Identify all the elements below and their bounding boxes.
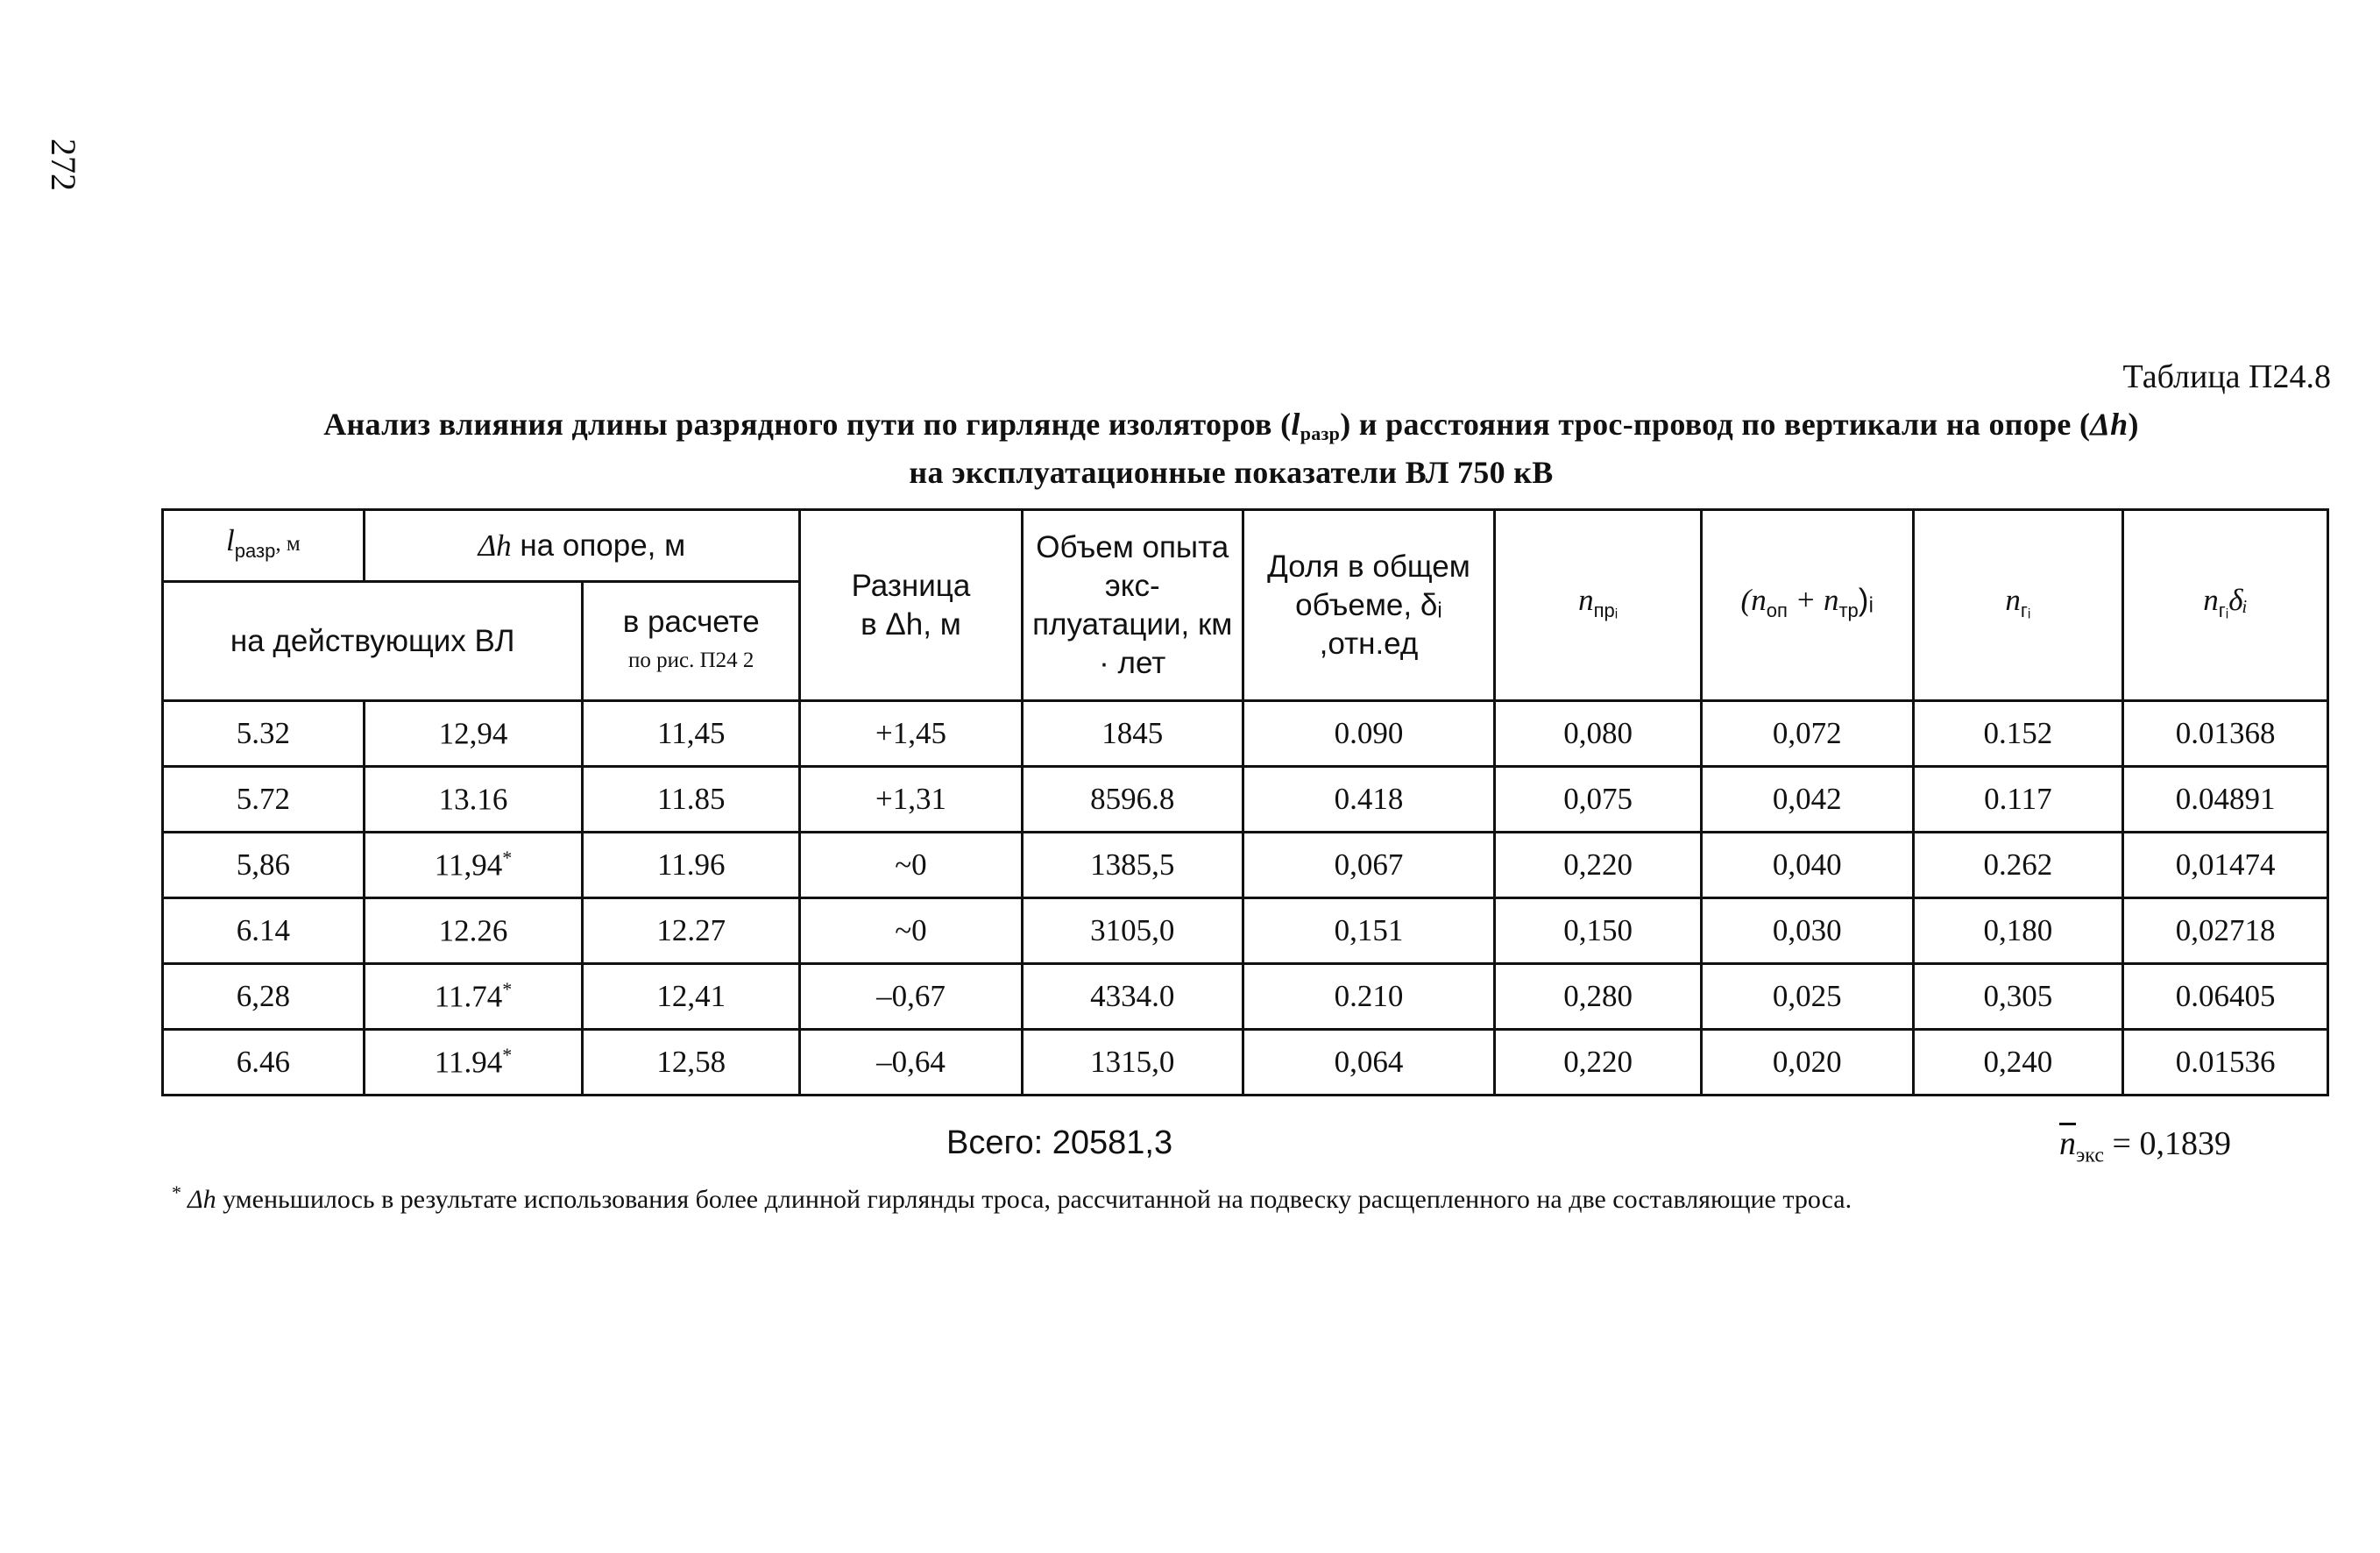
table-row xyxy=(163,701,2328,767)
footnote: * Δh уменьшилось в результате использования более длинной гирлянды троса, рассчитанной на подвеску расщепленного на две составляющие троса. xyxy=(172,1181,1852,1214)
cell-volume: 1385,5 xyxy=(1022,833,1243,898)
cell-n-op-tr: 0,040 xyxy=(1701,833,1913,898)
cell-share: 0.210 xyxy=(1243,964,1495,1030)
cell-n-g-delta: 0.06405 xyxy=(2123,964,2328,1030)
cell-n-g: 0.152 xyxy=(1913,701,2123,767)
cell-n-g: 0,305 xyxy=(1913,964,2123,1030)
cell-l: 6.14 xyxy=(163,898,365,964)
cell-diff: +1,45 xyxy=(800,701,1023,767)
cell-n-op-tr: 0,020 xyxy=(1701,1030,1913,1096)
table-row xyxy=(163,898,2328,964)
cell-share: 0.418 xyxy=(1243,767,1495,833)
cell-n-g: 0,180 xyxy=(1913,898,2123,964)
cell-n-g-delta: 0,01474 xyxy=(2123,833,2328,898)
cell-volume: 3105,0 xyxy=(1022,898,1243,964)
cell-n-op-tr: 0,025 xyxy=(1701,964,1913,1030)
cell-l: 5,86 xyxy=(163,833,365,898)
cell-n-g: 0,240 xyxy=(1913,1030,2123,1096)
cell-n-op-tr: 0,030 xyxy=(1701,898,1913,964)
cell-dh-calc: 12,58 xyxy=(583,1030,800,1096)
cell-diff: –0,67 xyxy=(800,964,1023,1030)
cell-diff: –0,64 xyxy=(800,1030,1023,1096)
cell-n-g: 0.117 xyxy=(1913,767,2123,833)
cell-diff: ~0 xyxy=(800,833,1023,898)
cell-volume: 1845 xyxy=(1022,701,1243,767)
header-difference: Разница в Δh, м xyxy=(800,510,1023,701)
cell-n-pr: 0,075 xyxy=(1495,767,1702,833)
table-title xyxy=(158,405,2305,492)
cell-l: 5.32 xyxy=(163,701,365,767)
n-exp-value: $\overline{n}_{экс} = 0,1839$ xyxy=(2059,1125,2231,1167)
cell-n-op-tr: 0,072 xyxy=(1701,701,1913,767)
cell-volume: 4334.0 xyxy=(1022,964,1243,1030)
cell-dh-existing: 12.26 xyxy=(364,898,583,964)
page-number: 272 xyxy=(44,138,83,191)
cell-dh-calc: 11.85 xyxy=(583,767,800,833)
table-row xyxy=(163,833,2328,898)
header-dh-on-tower: Δh на опоре, м xyxy=(364,510,799,582)
header-volume: Объем опыта экс-плуатации, км · лет xyxy=(1022,510,1243,701)
cell-share: 0.090 xyxy=(1243,701,1495,767)
header-n-pr: $n_{прᵢ}$ xyxy=(1495,510,1702,701)
cell-volume: 8596.8 xyxy=(1022,767,1243,833)
header-n-op-tr: ($n_{оп}$ + $n_{тр})ᵢ$ xyxy=(1701,510,1913,701)
header-in-calculation: в расчете по рис. П24 2 xyxy=(583,582,800,701)
cell-l: 6,28 xyxy=(163,964,365,1030)
cell-n-op-tr: 0,042 xyxy=(1701,767,1913,833)
table-row xyxy=(163,1030,2328,1096)
cell-n-g-delta: 0.01536 xyxy=(2123,1030,2328,1096)
title-line-1: Анализ влияния длины разрядного пути по гирлянде изоляторов $(l_{разр})$ и расстояния трос-провод по вертикали на опоре (Δh) xyxy=(323,407,2139,444)
cell-n-pr: 0,280 xyxy=(1495,964,1702,1030)
cell-volume: 1315,0 xyxy=(1022,1030,1243,1096)
cell-dh-existing: 12,94 xyxy=(364,701,583,767)
table-row xyxy=(163,964,2328,1030)
cell-dh-calc: 11,45 xyxy=(583,701,800,767)
cell-share: 0,151 xyxy=(1243,898,1495,964)
cell-dh-existing: 13.16 xyxy=(364,767,583,833)
header-n-g-delta: $n_{гᵢ}\delta ᵢ$ xyxy=(2123,510,2328,701)
table-row xyxy=(163,767,2328,833)
cell-share: 0,064 xyxy=(1243,1030,1495,1096)
cell-n-pr: 0,150 xyxy=(1495,898,1702,964)
cell-dh-existing: 11,94* xyxy=(364,833,583,898)
cell-n-g-delta: 0,02718 xyxy=(2123,898,2328,964)
cell-n-g-delta: 0.04891 xyxy=(2123,767,2328,833)
header-share: Доля в общем объеме, δᵢ ,отн.ед xyxy=(1243,510,1495,701)
cell-share: 0,067 xyxy=(1243,833,1495,898)
cell-n-g: 0.262 xyxy=(1913,833,2123,898)
total-volume: Всего: 20581,3 xyxy=(946,1124,1173,1161)
cell-l: 5.72 xyxy=(163,767,365,833)
cell-dh-calc: 12.27 xyxy=(583,898,800,964)
data-table xyxy=(161,508,2329,1096)
header-n-g: $n_{гᵢ}$ xyxy=(1913,510,2123,701)
table-label: Таблица П24.8 xyxy=(2122,358,2331,395)
cell-diff: ~0 xyxy=(800,898,1023,964)
cell-n-pr: 0,220 xyxy=(1495,833,1702,898)
title-line-2: на эксплуатационные показатели ВЛ 750 кВ xyxy=(909,455,1554,490)
header-on-existing-lines: на действующих ВЛ xyxy=(163,582,583,701)
cell-n-g-delta: 0.01368 xyxy=(2123,701,2328,767)
cell-n-pr: 0,220 xyxy=(1495,1030,1702,1096)
cell-dh-calc: 12,41 xyxy=(583,964,800,1030)
cell-dh-calc: 11.96 xyxy=(583,833,800,898)
cell-diff: +1,31 xyxy=(800,767,1023,833)
cell-n-pr: 0,080 xyxy=(1495,701,1702,767)
cell-dh-existing: 11.74* xyxy=(364,964,583,1030)
cell-dh-existing: 11.94* xyxy=(364,1030,583,1096)
header-l-razr: $l_{разр}$, м xyxy=(163,510,365,582)
cell-l: 6.46 xyxy=(163,1030,365,1096)
